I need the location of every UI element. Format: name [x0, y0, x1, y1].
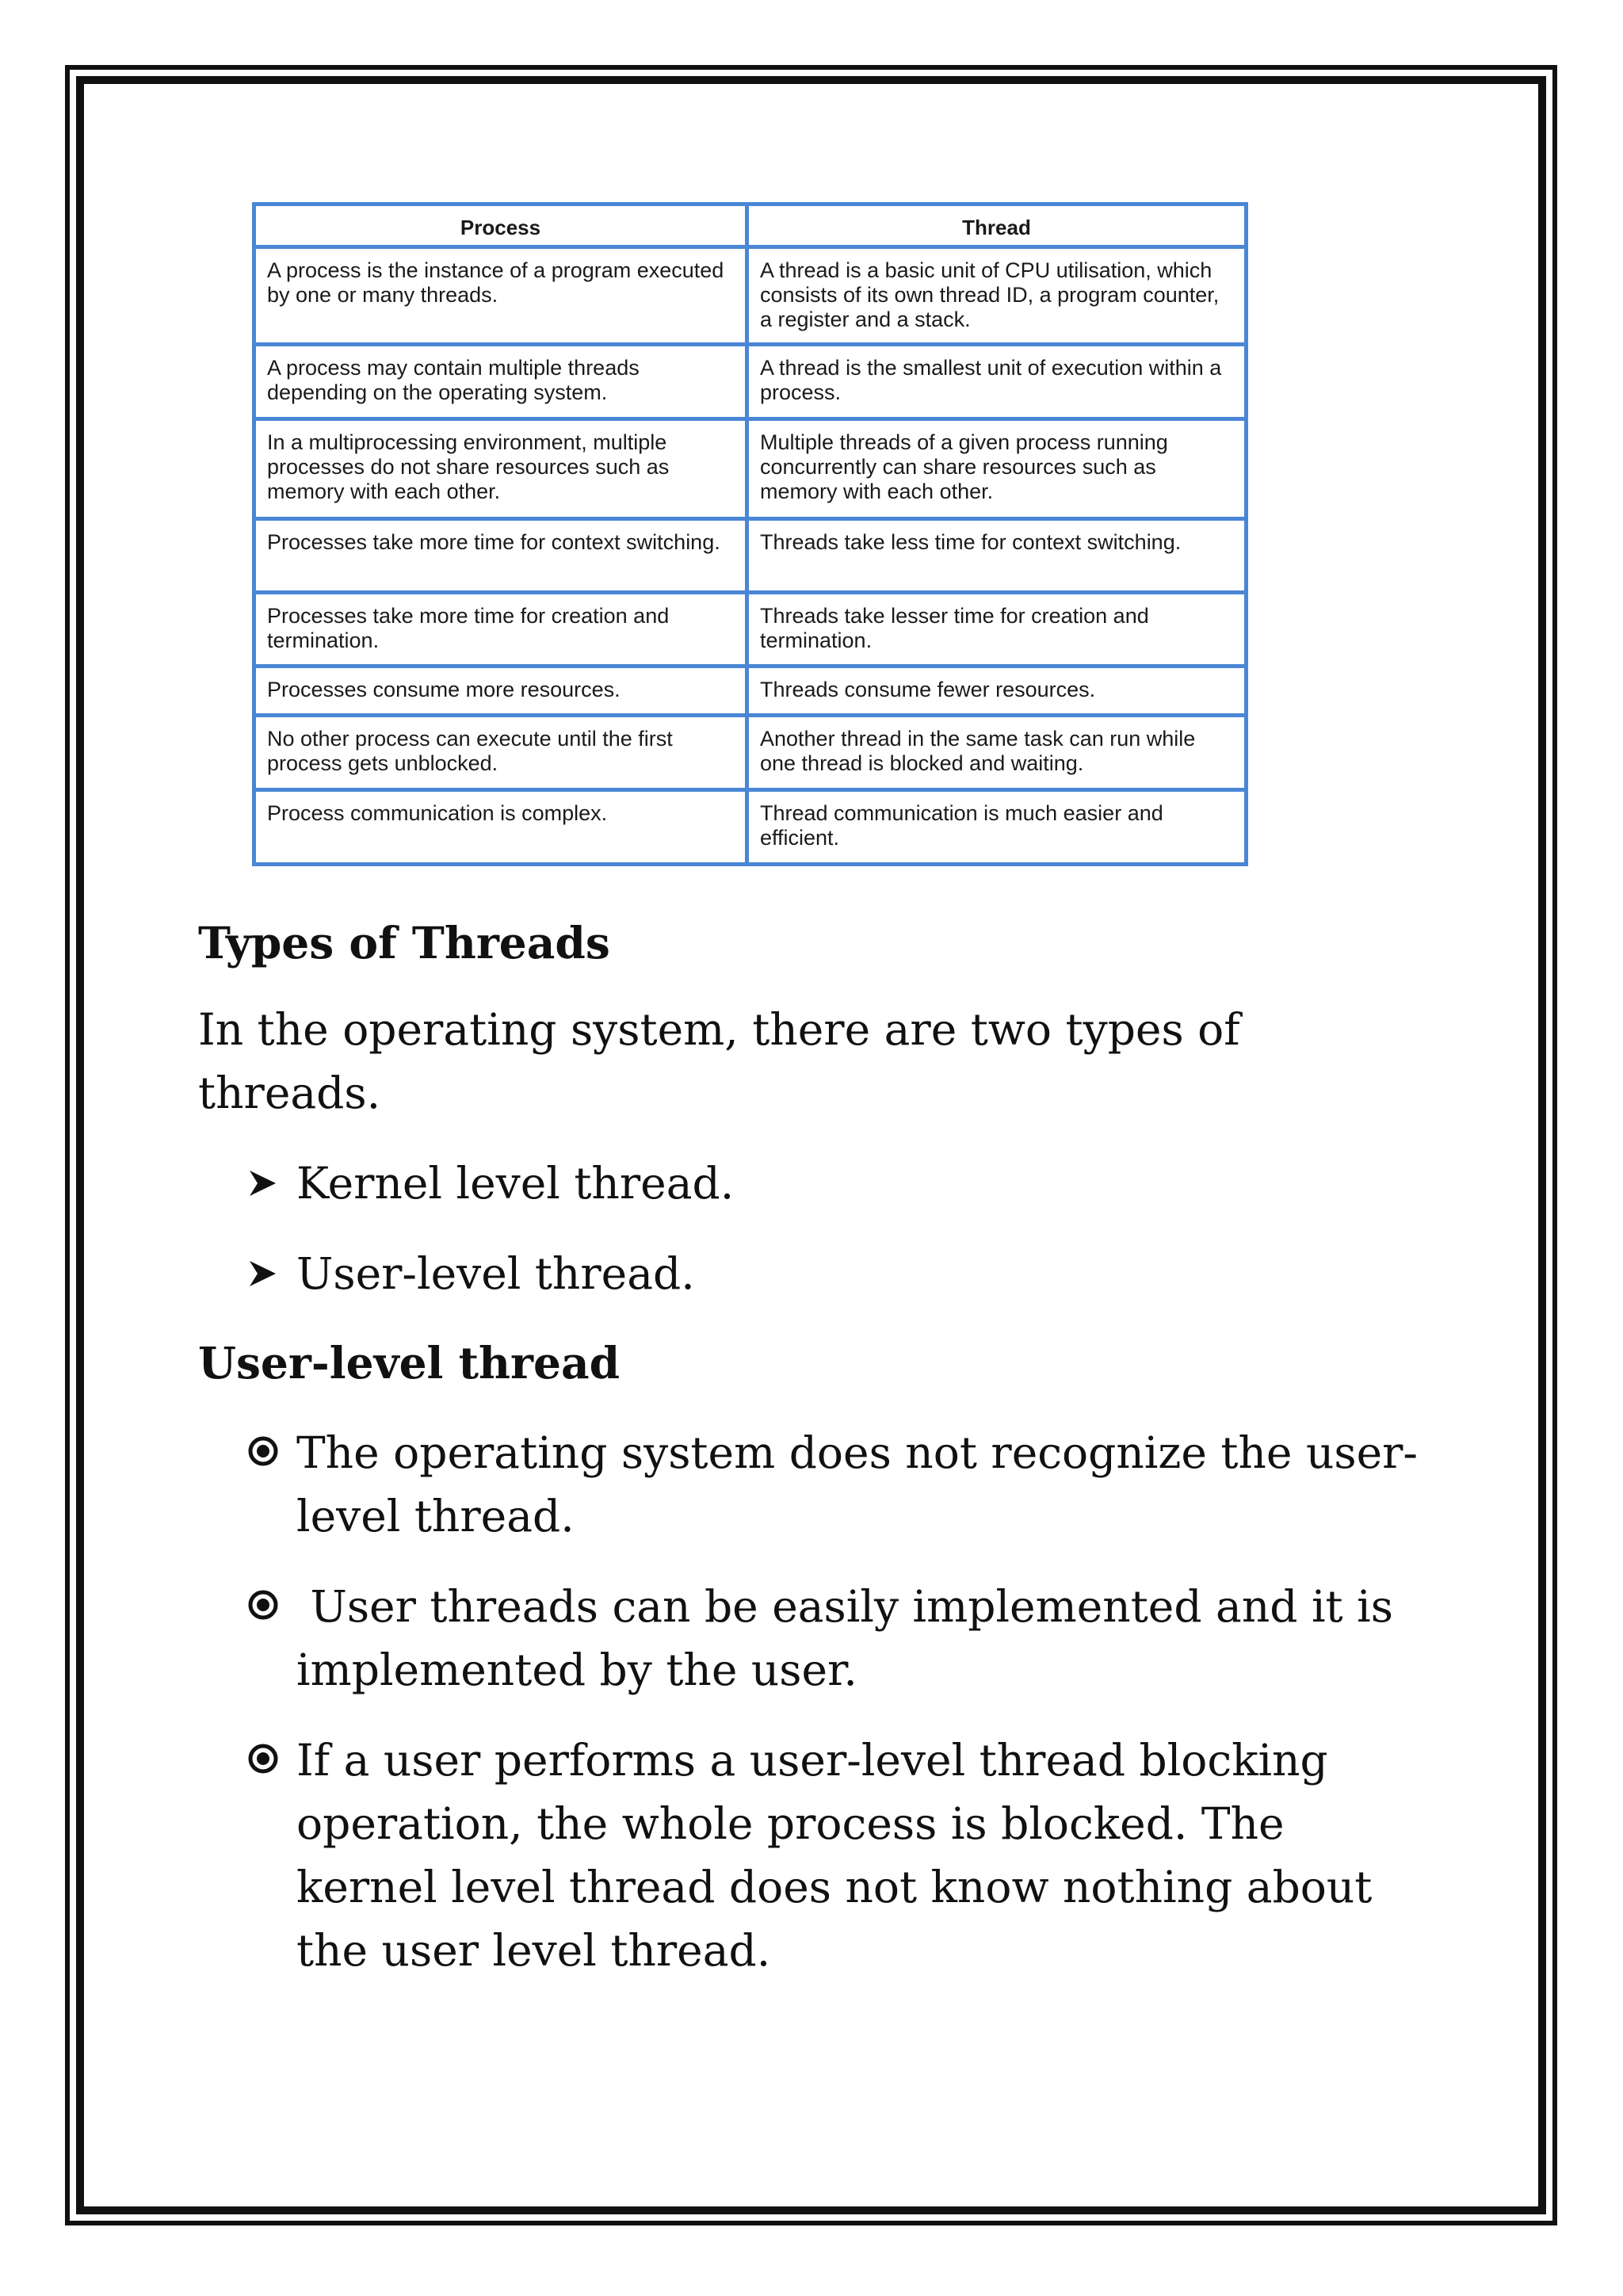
table-cell-thread: Another thread in the same task can run while one thread is blocked and waiting.: [747, 716, 1247, 790]
table-cell-process: A process may contain multiple threads depending on the operating system.: [254, 345, 747, 419]
table-row: [254, 790, 1247, 865]
list-item-text: User-level thread.: [296, 1248, 695, 1299]
circle-dot-bullet-icon: [247, 1421, 287, 1484]
list-item: [198, 1575, 1434, 1702]
table-cell-process: A process is the instance of a program executed by one or many threads.: [254, 247, 747, 345]
table-cell-process: Processes consume more resources.: [254, 667, 747, 716]
list-item: [198, 1242, 1434, 1305]
table-cell-thread: A thread is a basic unit of CPU utilisation, which consists of its own thread ID, a program counter, a register and a stack.: [747, 247, 1247, 345]
list-item: [198, 1152, 1434, 1215]
table-cell-process: Processes take more time for creation and termination.: [254, 593, 747, 667]
table-cell-process: Processes take more time for context switching.: [254, 519, 747, 593]
body-content: [198, 915, 1434, 1982]
list-item: [198, 1421, 1434, 1548]
table-header-thread: Thread: [747, 204, 1247, 247]
user-level-thread-points: [198, 1421, 1434, 1982]
list-item-text: Kernel level thread.: [296, 1158, 735, 1209]
table-cell-thread: A thread is the smallest unit of execution within a process.: [747, 345, 1247, 419]
table-cell-thread: Threads take lesser time for creation and termination.: [747, 593, 1247, 667]
table-header-process: Process: [254, 204, 747, 247]
circle-dot-bullet-icon: [247, 1729, 287, 1792]
types-intro-paragraph: In the operating system, there are two types of threads.: [198, 1004, 1240, 1118]
table-row: [254, 716, 1247, 790]
arrow-bullet-icon: [247, 1152, 287, 1215]
types-of-threads-heading: Types of Threads: [198, 917, 610, 968]
table-cell-process: No other process can execute until the first process gets unblocked.: [254, 716, 747, 790]
process-vs-thread-table: [252, 202, 1248, 866]
thread-types-list: [198, 1152, 1434, 1305]
table-cell-thread: Thread communication is much easier and efficient.: [747, 790, 1247, 865]
table-row: [254, 247, 1247, 345]
list-item: [198, 1729, 1434, 1982]
circle-dot-bullet-icon: [247, 1575, 287, 1638]
list-item-text: If a user performs a user-level thread blocking operation, the whole process is blocked. The kernel level thread does not know nothing about the user level thread.: [296, 1735, 1373, 1976]
table-row: [254, 593, 1247, 667]
table-cell-process: In a multiprocessing environment, multiple processes do not share resources such as memory with each other.: [254, 419, 747, 519]
list-item-text: User threads can be easily implemented and it is implemented by the user.: [296, 1581, 1407, 1695]
table-cell-thread: Multiple threads of a given process running concurrently can share resources such as memory with each other.: [747, 419, 1247, 519]
user-level-thread-heading: User-level thread: [198, 1337, 621, 1389]
table-row: [254, 667, 1247, 716]
table-row: [254, 519, 1247, 593]
table-row: [254, 345, 1247, 419]
table-row: [254, 419, 1247, 519]
arrow-bullet-icon: [247, 1242, 287, 1305]
table-header-row: [254, 204, 1247, 247]
table-cell-thread: Threads take less time for context switching.: [747, 519, 1247, 593]
table-cell-process: Process communication is complex.: [254, 790, 747, 865]
list-item-text: The operating system does not recognize the user-level thread.: [296, 1427, 1419, 1541]
table-cell-thread: Threads consume fewer resources.: [747, 667, 1247, 716]
